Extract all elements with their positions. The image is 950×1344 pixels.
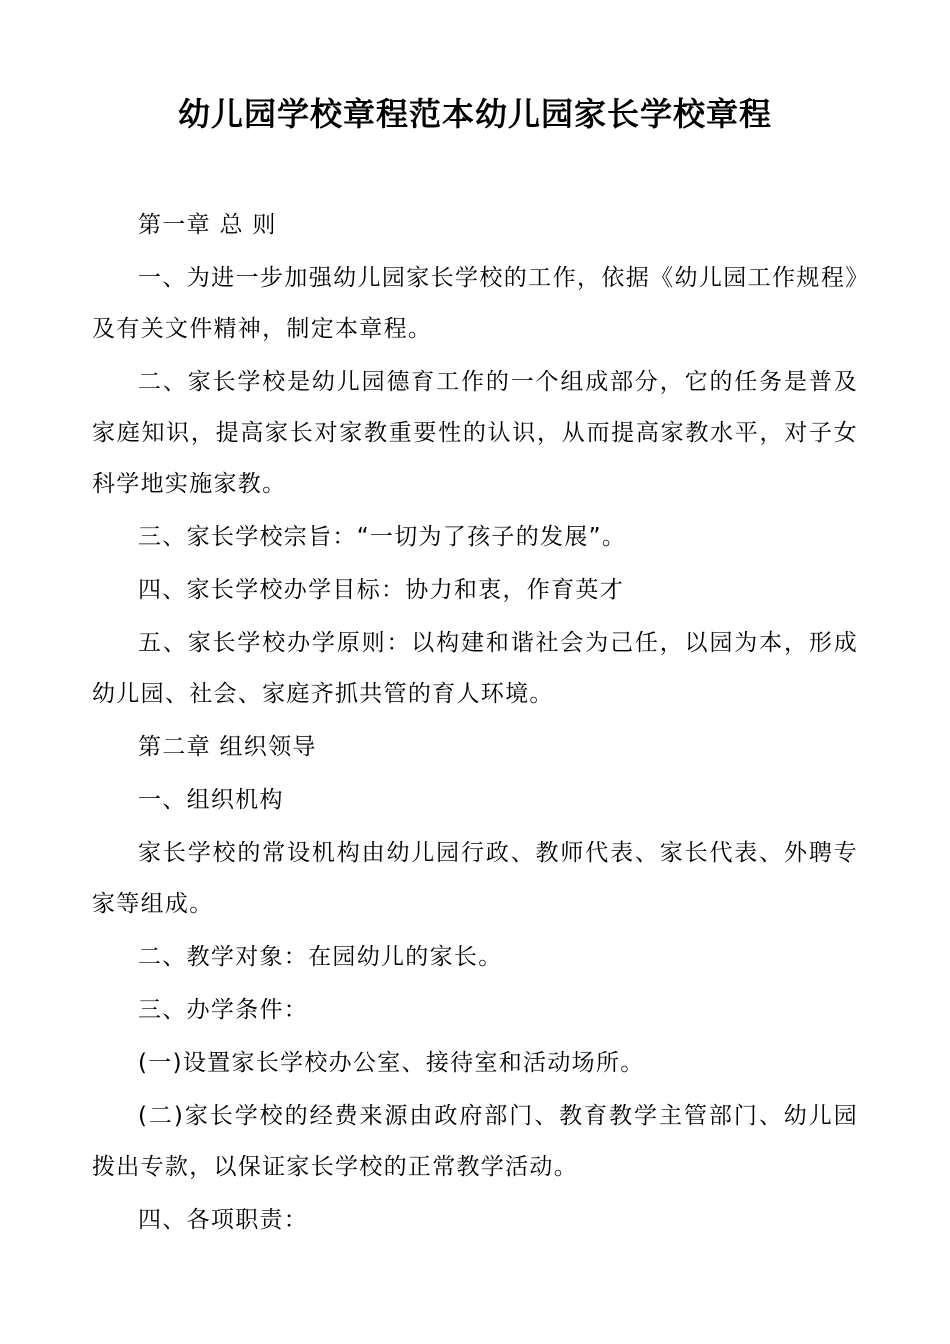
paragraph: 一、为进一步加强幼儿园家长学校的工作，依据《幼儿园工作规程》及有关文件精神，制定本章程。: [92, 265, 858, 342]
paragraph: 二、家长学校是幼儿园德育工作的一个组成部分，它的任务是普及家庭知识，提高家长对家教重要性的认识，从而提高家教水平，对子女科学地实施家教。: [92, 369, 858, 497]
paragraph: 四、家长学校办学目标：协力和衷，作育英才: [138, 577, 624, 603]
paragraph: 四、各项职责：: [138, 1207, 309, 1233]
paragraph: 三、办学条件：: [138, 997, 309, 1023]
paragraph: 二、教学对象：在园幼儿的家长。: [138, 944, 503, 970]
paragraph: 家长学校的常设机构由幼儿园行政、教师代表、家长代表、外聘专家等组成。: [92, 840, 858, 917]
chapter-heading: 第一章 总 则: [138, 212, 277, 238]
paragraph: (二)家长学校的经费来源由政府部门、教育教学主管部门、幼儿园拨出专款，以保证家长学校的正常教学活动。: [92, 1103, 858, 1180]
document-body: [92, 200, 858, 1248]
paragraph: (一)设置家长学校办公室、接待室和活动场所。: [138, 1050, 645, 1076]
chapter-heading: 第二章 组织领导: [138, 734, 317, 760]
document-title: 幼儿园学校章程范本幼儿园家长学校章程: [177, 95, 772, 133]
paragraph: 五、家长学校办学原则：以构建和谐社会为己任，以园为本，形成幼儿园、社会、家庭齐抓共管的育人环境。: [92, 630, 858, 707]
paragraph: 三、家长学校宗旨：“一切为了孩子的发展”。: [138, 524, 627, 550]
paragraph: 一、组织机构: [138, 787, 284, 813]
